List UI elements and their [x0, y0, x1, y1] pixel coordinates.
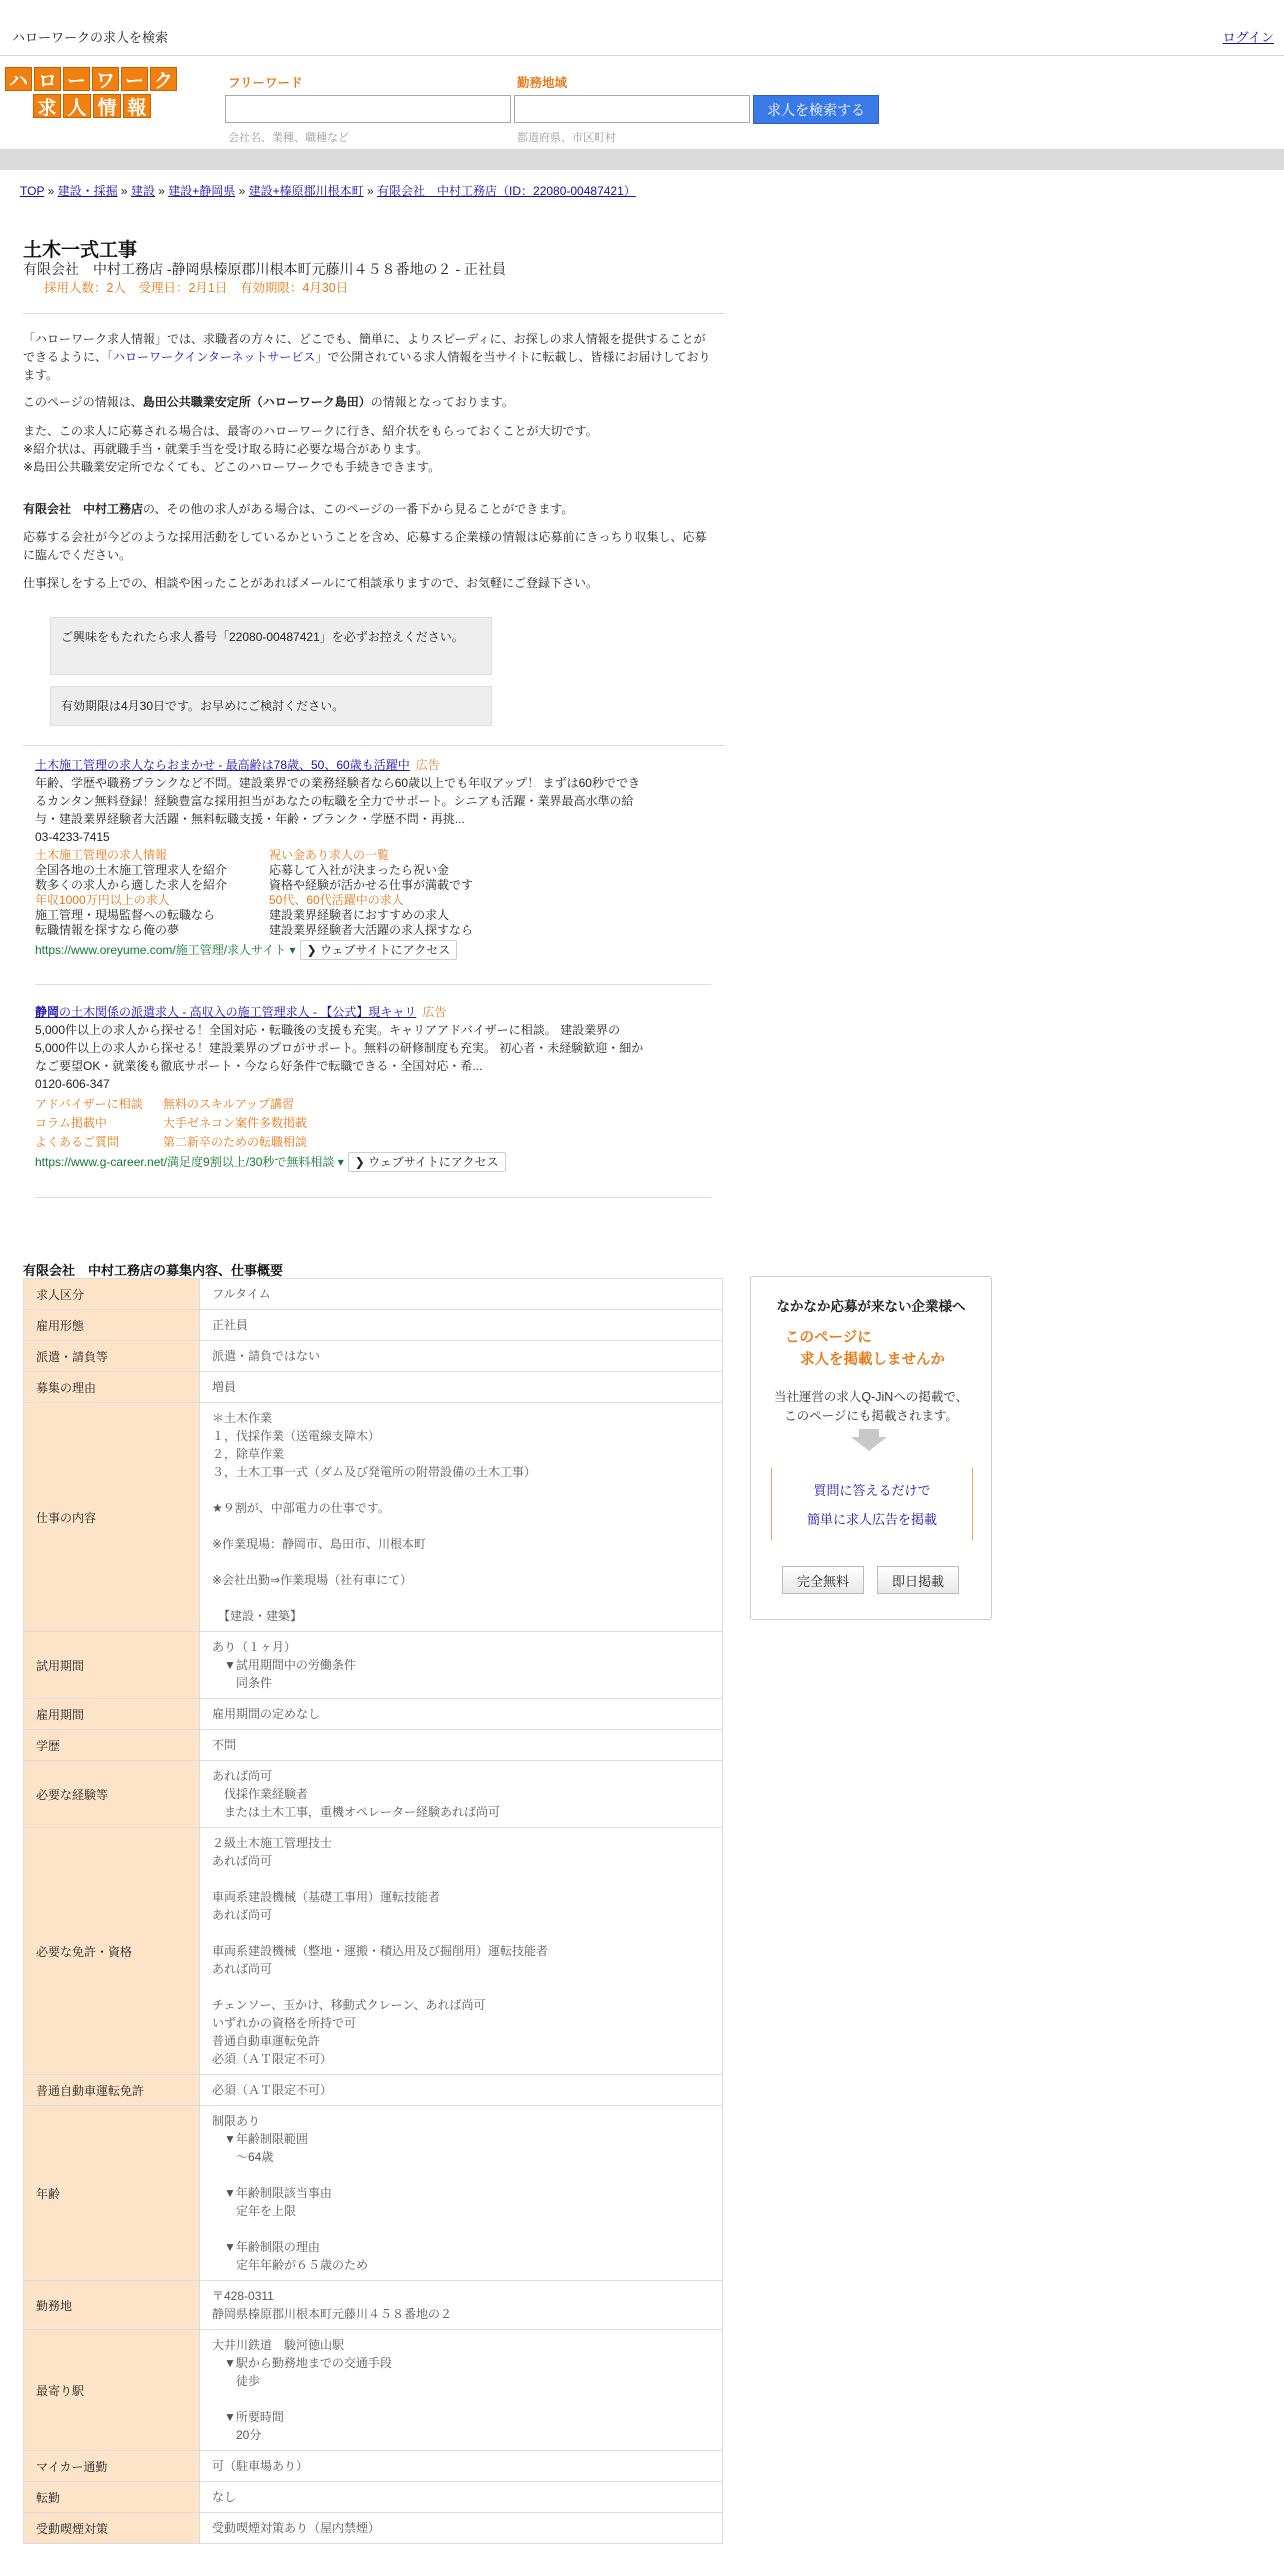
job-meta: 採用人数：2人 受理日：2月1日 有効期限：4月30日 — [44, 281, 349, 295]
row-label: マイカー通勤 — [24, 2451, 200, 2482]
row-label: 普通自動車運転免許 — [24, 2075, 200, 2106]
logo-char: 求 — [33, 94, 61, 118]
promo-desc-line: 当社運営の求人Q-JiNへの掲載で、 — [773, 1390, 969, 1404]
ad-link[interactable]: 大手ゼネコン案件多数掲載 — [163, 1116, 308, 1130]
ad-phone[interactable]: 03-4233-7415 — [35, 830, 110, 844]
table-row — [24, 2106, 723, 2281]
logo-char: 情 — [93, 94, 121, 118]
table-row — [24, 1730, 723, 1761]
table-row — [24, 2451, 723, 2482]
expiry-notice: 有効期限は4月30日です。お早めにご検討ください。 — [50, 686, 492, 726]
office-name: 島田公共職業安定所（ハローワーク島田） — [142, 395, 371, 409]
job-title: 土木一式工事 — [23, 240, 138, 261]
breadcrumb — [20, 182, 636, 199]
ad-title-text[interactable]: の土木関係の派遣求人 - 高収入の施工管理求人 - 【公式】現キャリ — [59, 1005, 417, 1019]
section-title: 有限会社 中村工務店の募集内容、仕事概要 — [23, 1263, 284, 1278]
intro-text: 」で公開されている求人情報を当サイトに転載し、皆様にお届けしております。 — [23, 350, 711, 382]
keyword-label: フリーワード — [228, 76, 303, 90]
ad-badge: 広告 — [422, 1005, 447, 1019]
logo-char: ロ — [34, 67, 61, 91]
row-label: 試用期間 — [24, 1632, 200, 1699]
table-row — [24, 1761, 723, 1828]
login-link[interactable]: ログイン — [1222, 30, 1274, 45]
search-header — [0, 57, 1284, 149]
intro-text: ※島田公共職業安定所でなくても、どこのハローワークでも手続きできます。 — [23, 460, 441, 474]
table-row — [24, 2075, 723, 2106]
hellowork-internet-service-link[interactable]: ハローワークインターネットサービス — [113, 350, 316, 364]
row-value: 派遣・請負ではない — [200, 1341, 723, 1372]
ad-title-link[interactable] — [35, 1005, 416, 1019]
logo-char: ー — [63, 67, 90, 91]
row-label: 必要な経験等 — [24, 1761, 200, 1828]
table-row — [24, 1341, 723, 1372]
table-row — [24, 1310, 723, 1341]
row-value: ２級土木施工管理技士 あれば尚可 車両系建設機械（基礎工事用）運転技能者 あれば尚可 車両系建設機械（整地・運搬・積込用及び掘削用）運転技能者 あれば尚可 チェンソー、玉かけ、移動式クレーン、あれば尚可 いずれかの資格を所持で可 普通自動車運転免許 必須（ＡＴ限定不可） — [200, 1828, 723, 2075]
promo-headline-line: 求人を掲載しませんか — [800, 1352, 945, 1368]
breadcrumb-separator: » — [117, 184, 131, 198]
row-value: 大井川鉄道 駿河徳山駅 ▼駅から勤務地までの交通手段 徒歩 ▼所要時間 20分 — [200, 2330, 723, 2451]
row-value: 可（駐車場あり） — [200, 2451, 723, 2482]
table-row — [24, 1828, 723, 2075]
sitelink-heading[interactable]: 50代、60代活躍中の求人 — [269, 893, 404, 907]
table-row — [24, 1699, 723, 1730]
logo-char: ー — [121, 67, 148, 91]
row-label: 派遣・請負等 — [24, 1341, 200, 1372]
ad-description: 年齢、学歴や職務ブランクなど不問。建設業界での業務経験者なら60歳以上でも年収アップ！ まずは60秒でできるカンタン無料登録！経験豊富な採用担当があなたの転職を全力でサポート。シニアも活躍・業界最高水準の給与・建設業界経験者大活躍・無料転職支援・年齢・ブランク・学歴不問・再挑... — [35, 776, 640, 826]
ad-badge: 広告 — [415, 758, 440, 772]
intro-paragraph-1 — [23, 330, 715, 384]
logo-char: 人 — [63, 94, 91, 118]
intro-paragraph-4 — [23, 500, 715, 518]
down-arrow-icon — [851, 1437, 887, 1451]
row-label: 仕事の内容 — [24, 1403, 200, 1632]
row-value: ＊土木作業 １，伐採作業（送電線支障木） ２，除草作業 ３，土木工事一式（ダム及び発電所の附帯設備の土木工事） ★９割が、中部電力の仕事です。 ※作業現場：静岡市、島田市、川根本町 ※会社出勤⇒作業現場（社有車にて） 【建設・建築】 — [200, 1403, 723, 1632]
intro-paragraph-2 — [23, 393, 715, 411]
site-title: ハローワークの求人を検索 — [12, 30, 169, 45]
hellowork-logo[interactable] — [5, 67, 181, 123]
ad-description: 5,000件以上の求人から探せる！全国対応・転職後の支援も充実。キャリアアドバイザーに相談。 建設業界の5,000件以上の求人から探せる！建設業界のプロがサポート。無料の研修制度も充実。 初心者・未経験歓迎・細かなご要望OK・就業後も徹底サポート・今なら好条件で転職できる・全国対応・希... — [35, 1023, 644, 1073]
row-value: 不問 — [200, 1730, 723, 1761]
employer-promo-box — [750, 1276, 992, 1620]
promo-desc-line: このページにも掲載されます。 — [784, 1409, 958, 1423]
logo-row — [5, 67, 181, 91]
row-value: 必須（ＡＴ限定不可） — [200, 2075, 723, 2106]
ad-url[interactable]: https://www.oreyume.com/施工管理/求人サイト ▾ — [35, 943, 296, 957]
divider — [35, 1197, 711, 1198]
ad-title-link[interactable]: 土木施工管理の求人ならおまかせ - 最高齢は78歳、50、60歳も活躍中 — [35, 758, 410, 772]
breadcrumb-separator: » — [154, 184, 169, 198]
table-row — [24, 1279, 723, 1310]
sitelink-desc: 応募して入社が決まったら祝い金 — [269, 863, 450, 877]
row-value: あれば尚可 伐採作業経験者 または土木工事，重機オペレーター経験あれば尚可 — [200, 1761, 723, 1828]
intro-text: 「ハローワーク求人情報」では、求職者の方々に、どこでも、簡単に、よりスピーディに、お探しの求人情報を提供することができるように、「 — [23, 332, 706, 364]
breadcrumb-link[interactable]: TOP — [20, 184, 45, 198]
keyword-input[interactable] — [225, 95, 511, 123]
intro-text: の情報となっております。 — [370, 395, 514, 409]
search-button[interactable]: 求人を検索する — [753, 95, 879, 124]
row-label: 募集の理由 — [24, 1372, 200, 1403]
breadcrumb-link[interactable]: 建設・採掘 — [57, 184, 118, 198]
table-row — [24, 2513, 723, 2544]
ad-sitelinks — [35, 848, 685, 938]
breadcrumb-separator: » — [235, 184, 249, 198]
breadcrumb-link[interactable]: 建設+静岡県 — [168, 184, 236, 198]
logo-char: ハ — [5, 67, 32, 91]
ad-sitelink[interactable] — [35, 893, 269, 938]
row-value: 雇用期間の定めなし — [200, 1699, 723, 1730]
ad-url[interactable]: https://www.g-career.net/満足度9割以上/30秒で無料相談 ▾ — [35, 1155, 344, 1169]
intro-paragraph-5: 応募する会社が今どのような採用活動をしているかということを含め、応募する企業様の情報は応募前にきっちり収集し、応募に臨んでください。 — [23, 530, 707, 562]
ad-block-1 — [35, 756, 685, 960]
visit-website-button[interactable]: ❯ ウェブサイトにアクセス — [348, 1152, 506, 1172]
intro-text: の、その他の求人がある場合は、このページの一番下から見ることができます。 — [143, 502, 574, 516]
row-value: 受動喫煙対策あり（屋内禁煙） — [200, 2513, 723, 2544]
sitelink-desc: 数多くの求人から適した求人を紹介 — [35, 878, 228, 892]
free-button[interactable]: 完全無料 — [782, 1566, 864, 1594]
keyword-placeholder: 会社名、業種、職種など — [228, 132, 349, 144]
sitelink-heading[interactable]: 祝い金あり求人の一覧 — [269, 848, 390, 862]
row-label: 雇用形態 — [24, 1310, 200, 1341]
breadcrumb-link[interactable]: 建設+榛原郡川根本町 — [248, 184, 364, 198]
row-value: フルタイム — [200, 1279, 723, 1310]
divider — [35, 984, 711, 985]
intro-text: ※紹介状は、再就職手当・就業手当を受け取る時に必要な場合があります。 — [23, 442, 429, 456]
row-value: あり（１ヶ月） ▼試用期間中の労働条件 同条件 — [200, 1632, 723, 1699]
table-row — [24, 1372, 723, 1403]
ad-link[interactable]: 第二新卒のための転職相談 — [163, 1135, 308, 1149]
table-row — [24, 2281, 723, 2330]
ad-phone[interactable]: 0120-606-347 — [35, 1077, 110, 1091]
promo-description — [751, 1388, 991, 1426]
sitelink-heading[interactable]: 年収1000万円以上の求人 — [35, 893, 170, 907]
company-name: 有限会社 中村工務店 — [23, 502, 144, 516]
row-label: 求人区分 — [24, 1279, 200, 1310]
row-label: 転勤 — [24, 2482, 200, 2513]
top-bar — [0, 0, 1284, 56]
job-details-table — [23, 1278, 723, 2544]
logo-char: ク — [150, 67, 177, 91]
sitelink-heading[interactable]: 土木施工管理の求人情報 — [35, 848, 168, 862]
divider — [23, 745, 725, 746]
ad-sitelink[interactable] — [269, 848, 503, 893]
table-row — [24, 2482, 723, 2513]
logo-char: 報 — [123, 94, 151, 118]
area-placeholder: 都道府県、市区町村 — [517, 132, 616, 144]
same-day-button[interactable]: 即日掲載 — [877, 1566, 959, 1594]
sitelink-desc: 転職情報を探すなら俺の夢 — [35, 923, 180, 937]
promo-headline-line: このページに — [785, 1330, 872, 1346]
row-label: 必要な免許・資格 — [24, 1828, 200, 2075]
ad-links — [35, 1095, 685, 1152]
ad-title-bold[interactable]: 静岡 — [35, 1005, 60, 1019]
intro-text: また、この求人に応募される場合は、最寄のハローワークに行き、紹介状をもらっておくことが大切です。 — [23, 424, 598, 438]
area-input[interactable] — [514, 95, 750, 123]
ad-link[interactable]: 無料のスキルアップ講習 — [163, 1097, 295, 1111]
visit-website-button[interactable]: ❯ ウェブサイトにアクセス — [300, 940, 458, 960]
company-line: 有限会社 中村工務店 -静岡県榛原郡川根本町元藤川４５８番地の２ - 正社員 — [23, 261, 506, 277]
row-label: 雇用期間 — [24, 1699, 200, 1730]
breadcrumb-link[interactable]: 有限会社 中村工務店（ID：22080-00487421） — [377, 184, 636, 198]
table-row — [24, 1632, 723, 1699]
intro-paragraph-6: 仕事探しをする上での、相談や困ったことがあればメールにて相談承りますので、お気軽にご登録下さい。 — [23, 576, 599, 590]
job-number-notice: ご興味をもたれたら求人番号「22080-00487421」を必ずお控えください。 — [50, 617, 492, 675]
promo-links-box — [771, 1468, 973, 1540]
row-label: 最寄り駅 — [24, 2330, 200, 2451]
ad-sitelink[interactable] — [269, 893, 503, 938]
logo-row — [33, 94, 181, 118]
row-value: 〒428-0311 静岡県榛原郡川根本町元藤川４５８番地の２ — [200, 2281, 723, 2330]
intro-text: このページの情報は、 — [23, 395, 143, 409]
sitelink-desc: 資格や経験が活かせる仕事が満載です — [269, 878, 474, 892]
ad-link[interactable]: アドバイザーに相談 — [35, 1097, 143, 1111]
intro-paragraph-3 — [23, 422, 715, 476]
breadcrumb-link[interactable]: 建設 — [130, 184, 155, 198]
breadcrumb-separator: » — [44, 184, 58, 198]
sitelink-desc: 全国各地の土木施工管理求人を紹介 — [35, 863, 228, 877]
promo-headline — [785, 1327, 945, 1371]
row-value: 正社員 — [200, 1310, 723, 1341]
header-divider-band — [0, 149, 1284, 170]
ad-sitelink[interactable] — [35, 848, 269, 893]
promo-link-post-ad[interactable]: 簡単に求人広告を掲載 — [806, 1512, 937, 1527]
ad-link[interactable]: コラム掲載中 — [35, 1116, 107, 1130]
sitelink-desc: 建設業界経験者におすすめの求人 — [269, 908, 450, 922]
row-value: なし — [200, 2482, 723, 2513]
ad-link[interactable]: よくあるご質問 — [35, 1135, 120, 1149]
row-label: 学歴 — [24, 1730, 200, 1761]
promo-title: なかなか応募が来ない企業様へ — [776, 1299, 966, 1314]
table-row — [24, 1403, 723, 1632]
row-value: 制限あり ▼年齢制限範囲 〜64歳 ▼年齢制限該当事由 定年を上限 ▼年齢制限の理由 定年年齢が６５歳のため — [200, 2106, 723, 2281]
row-label: 年齢 — [24, 2106, 200, 2281]
table-row — [24, 2330, 723, 2451]
row-label: 勤務地 — [24, 2281, 200, 2330]
row-label: 受動喫煙対策 — [24, 2513, 200, 2544]
row-value: 増員 — [200, 1372, 723, 1403]
sitelink-desc: 建設業界経験者大活躍の求人探すなら — [269, 923, 474, 937]
ad-block-2 — [35, 1003, 685, 1172]
sitelink-desc: 施工管理・現場監督への転職なら — [35, 908, 216, 922]
promo-link-questions[interactable]: 質問に答えるだけで — [813, 1483, 931, 1498]
area-label: 勤務地域 — [517, 76, 568, 90]
divider — [23, 313, 725, 314]
breadcrumb-separator: » — [363, 184, 378, 198]
logo-char: ワ — [92, 67, 119, 91]
